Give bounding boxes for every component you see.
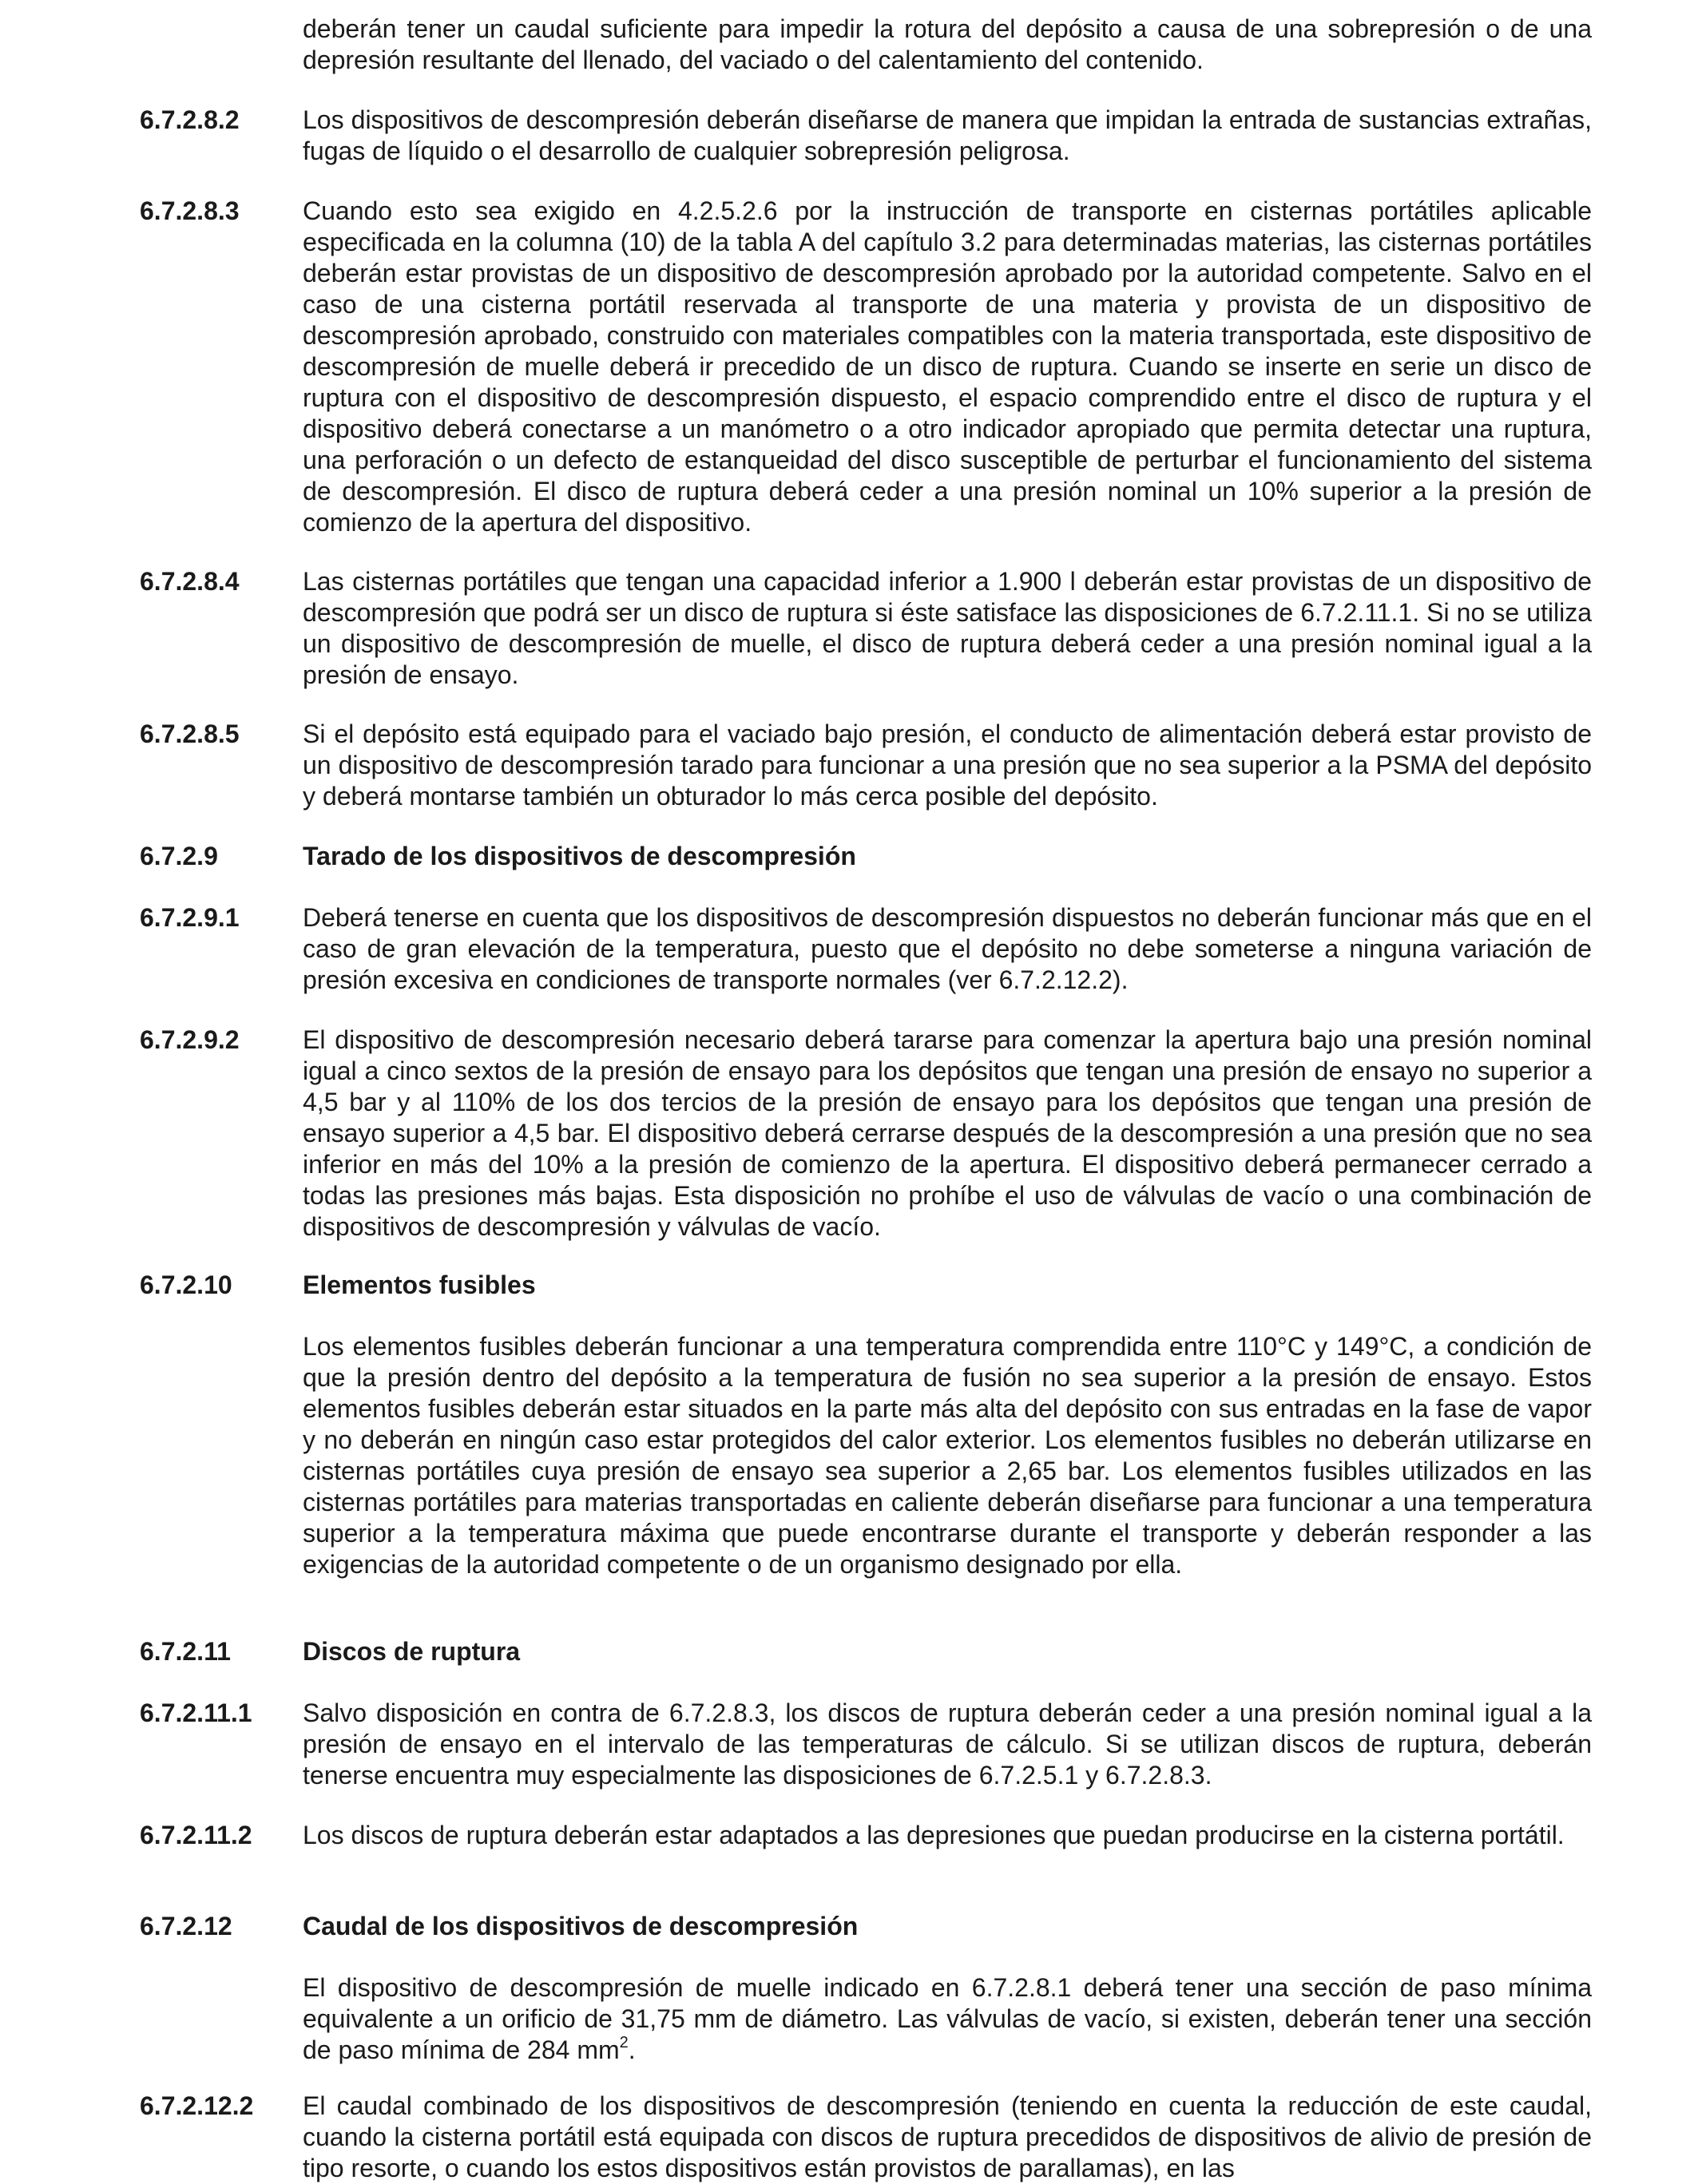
section-heading: Caudal de los dispositivos de descompresión: [303, 1912, 859, 1940]
paragraph-text: Cuando esto sea exigido en 4.2.5.2.6 por la instrucción de transporte en cisternas portátiles aplicable especificada en la columna (10) de la tabla A del capítulo 3.2 para determinadas materias, las cisternas portátiles deberán estar provistas de un dispositivo de descompresión aprobado por la autoridad competente. Salvo en el caso de una cisterna portátil reservada al transporte de una materia y provista de un dispositivo de descompresión aprobado, construido con materiales compatibles con la materia transportada, este dispositivo de descompresión de muelle deberá ir precedido de un disco de ruptura. Cuando se inserte en serie un disco de ruptura con el dispositivo de descompresión dispuesto, el espacio comprendido entre el disco de ruptura y el dispositivo deberá conectarse a un manómetro o a otro indicador apropiado que permita detectar una ruptura, una perforación o un defecto de estanqueidad del disco susceptible de perturbar el funcionamiento del sistema de descompresión. El disco de ruptura deberá ceder a una presión nominal un 10% superior a la presión de comienzo de la apertura del dispositivo.: [303, 196, 1592, 537]
section-number: 6.7.2.11.1: [140, 1698, 252, 1727]
superscript-squared: 2: [619, 2034, 629, 2051]
section-number: 6.7.2.8.4: [140, 567, 240, 596]
section-number: 6.7.2.8.2: [140, 105, 240, 134]
section-number: 6.7.2.10: [140, 1270, 232, 1299]
paragraph-text: Los elementos fusibles deberán funcionar a una temperatura comprendida entre 110°C y 149°C, a condición de que la presión dentro del depósito a la temperatura de fusión no sea superior a la presión de ensayo. Estos elementos fusibles deberán estar situados en la parte más alta del depósito con sus entradas en la fase de vapor y no deberán en ningún caso estar protegidos del calor exterior. Los elementos fusibles no deberán utilizarse en cisternas portátiles cuya presión de ensayo sea superior a 2,65 bar. Los elementos fusibles utilizados en las cisternas portátiles para materias transportadas en caliente deberán diseñarse para funcionar a una temperatura superior a la temperatura máxima que puede encontrarse durante el transporte y deberán responder a las exigencias de la autoridad competente o de un organismo designado por ella.: [303, 1332, 1592, 1579]
paragraph-text: El caudal combinado de los dispositivos de descompresión (teniendo en cuenta la reducción de este caudal, cuando la cisterna portátil está equipada con discos de ruptura precedidos de dispositivos de alivio de presión de tipo resorte, o cuando los estos dispositivos están provistos de parallamas), en las: [303, 2091, 1592, 2182]
paragraph-text: Deberá tenerse en cuenta que los dispositivos de descompresión dispuestos no deberán funcionar más que en el caso de gran elevación de la temperatura, puesto que el depósito no debe someterse a ninguna variación de presión excesiva en condiciones de transporte normales (ver 6.7.2.12.2).: [303, 903, 1592, 994]
paragraph-text-tail: .: [628, 2035, 636, 2064]
paragraph-text: [303, 1972, 1592, 2066]
paragraph-text: Si el depósito está equipado para el vaciado bajo presión, el conducto de alimentación deberá estar provisto de un dispositivo de descompresión tarado para funcionar a una presión que no sea superior a la PSMA del depósito y deberá montarse también un obturador lo más cerca posible del depósito.: [303, 719, 1592, 811]
paragraph-text: Salvo disposición en contra de 6.7.2.8.3, los discos de ruptura deberán ceder a una presión nominal igual a la presión de ensayo en el intervalo de las temperaturas de cálculo. Si se utilizan discos de ruptura, deberán tenerse encuentra muy especialmente las disposiciones de 6.7.2.5.1 y 6.7.2.8.3.: [303, 1698, 1592, 1790]
paragraph-text-main: El dispositivo de descompresión de muelle indicado en 6.7.2.8.1 deberá tener una sección de paso mínima equivalente a un orificio de 31,75 mm de diámetro. Las válvulas de vacío, si existen, deberán tener una sección de paso mínima de 284 mm: [303, 1973, 1592, 2064]
section-number: 6.7.2.9.1: [140, 903, 240, 932]
paragraph-text: El dispositivo de descompresión necesario deberá tararse para comenzar la apertura bajo una presión nominal igual a cinco sextos de la presión de ensayo para los depósitos que tengan una presión de ensayo no superior a 4,5 bar y al 110% de los dos tercios de la presión de ensayo para los depósitos que tengan una presión de ensayo superior a 4,5 bar. El dispositivo deberá cerrarse después de la descompresión a una presión que no sea inferior en más del 10% a la presión de comienzo de la apertura. El dispositivo deberá permanecer cerrado a todas las presiones más bajas. Esta disposición no prohíbe el uso de válvulas de vacío o una combinación de dispositivos de descompresión y válvulas de vacío.: [303, 1025, 1592, 1241]
section-number: 6.7.2.8.3: [140, 196, 240, 225]
paragraph-text: deberán tener un caudal suficiente para impedir la rotura del depósito a causa de una sobrepresión o de una depresión resultante del llenado, del vaciado o del calentamiento del contenido.: [303, 14, 1592, 74]
paragraph-text: Las cisternas portátiles que tengan una capacidad inferior a 1.900 l deberán estar provistas de un dispositivo de descompresión que podrá ser un disco de ruptura si éste satisface las disposiciones de 6.7.2.11.1. Si no se utiliza un dispositivo de descompresión de muelle, el disco de ruptura deberá ceder a una presión nominal igual a la presión de ensayo.: [303, 567, 1592, 689]
section-number: 6.7.2.11.2: [140, 1821, 252, 1849]
section-number: 6.7.2.9: [140, 842, 218, 870]
section-heading: Discos de ruptura: [303, 1637, 521, 1666]
section-number: 6.7.2.11: [140, 1637, 231, 1666]
paragraph-text: Los discos de ruptura deberán estar adaptados a las depresiones que puedan producirse en la cisterna portátil.: [303, 1821, 1565, 1849]
paragraph-text: Los dispositivos de descompresión deberán diseñarse de manera que impidan la entrada de sustancias extrañas, fugas de líquido o el desarrollo de cualquier sobrepresión peligrosa.: [303, 105, 1592, 165]
section-number: 6.7.2.12: [140, 1912, 232, 1940]
section-heading: Tarado de los dispositivos de descompresión: [303, 842, 856, 870]
section-number: 6.7.2.9.2: [140, 1025, 240, 1054]
section-number: 6.7.2.12.2: [140, 2091, 254, 2120]
section-number: 6.7.2.8.5: [140, 719, 240, 748]
section-heading: Elementos fusibles: [303, 1270, 536, 1299]
